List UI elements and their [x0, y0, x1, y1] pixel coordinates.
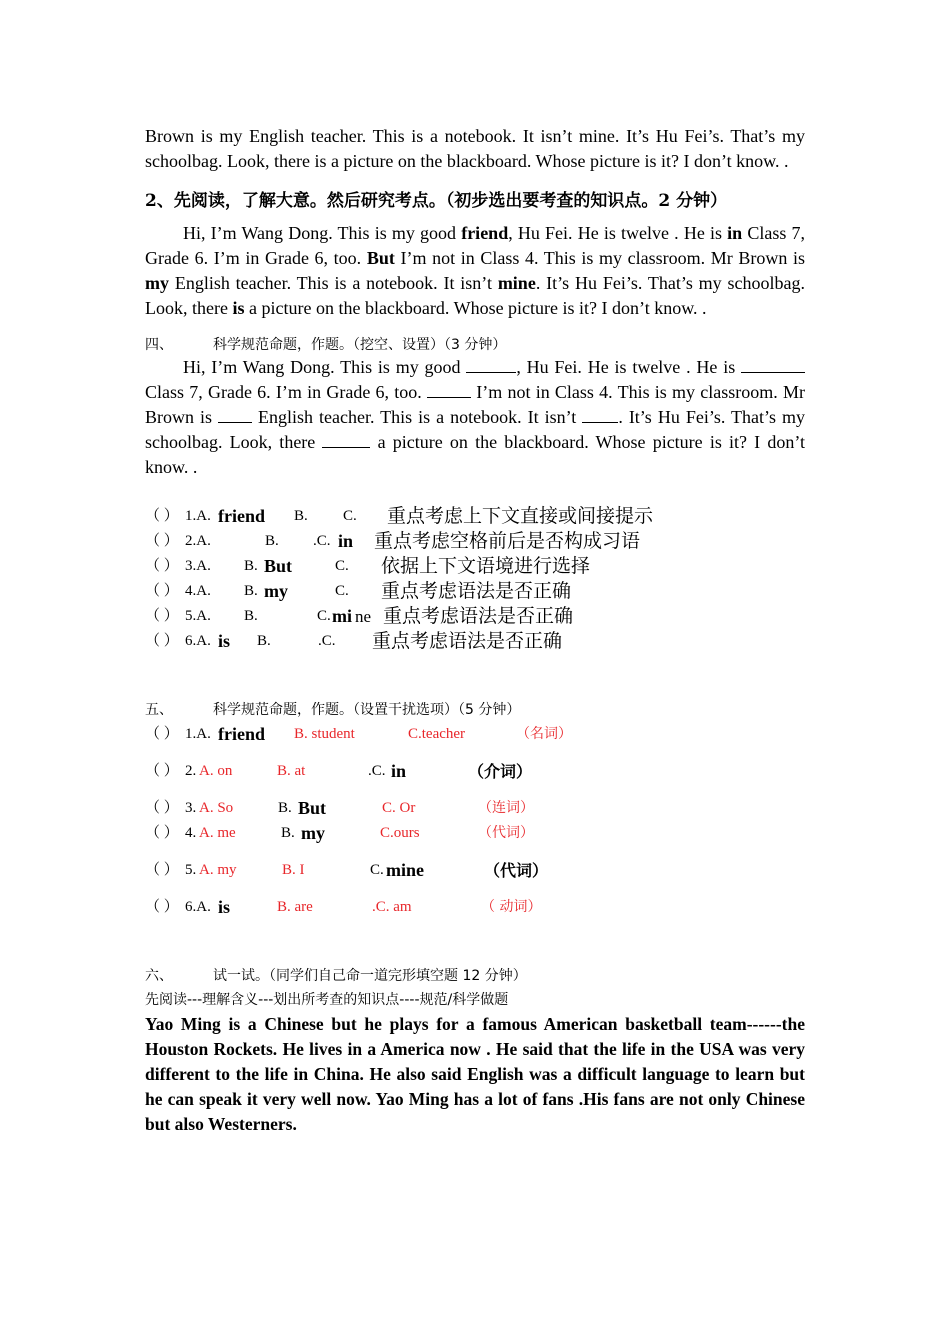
- s5-question-4: [145, 821, 805, 846]
- question-number: 2.: [185, 763, 197, 779]
- question-number: 5.: [185, 862, 197, 878]
- hint-text: 重点考虑上下文直接或间接提示: [387, 505, 654, 527]
- option-b: B.: [294, 508, 308, 524]
- hint-text: 重点考虑语法是否正确: [372, 630, 563, 652]
- answer-paren[interactable]: （ ）: [145, 633, 179, 649]
- section-title: 科学规范命题，作题。（挖空、设置）（3 分钟）: [213, 337, 507, 353]
- option-c: C.: [343, 508, 357, 524]
- option-b: B. I: [282, 862, 305, 878]
- option-c-answer: mi: [332, 606, 352, 626]
- question-number: 6.A.: [185, 899, 211, 915]
- blank-1[interactable]: [466, 356, 516, 373]
- option-b: my: [301, 823, 325, 843]
- option-b: B.: [244, 583, 258, 599]
- option-a: A. me: [199, 825, 236, 841]
- option-a: friend: [218, 506, 265, 526]
- answer-paren[interactable]: （ ）: [145, 508, 179, 524]
- answer-paren[interactable]: （ ）: [145, 608, 179, 624]
- passage-text: English teacher. This is a notebook. It isn’t: [169, 273, 498, 293]
- key-word: friend: [461, 223, 509, 243]
- option-b: B. at: [277, 763, 306, 779]
- option-b-answer: But: [264, 556, 293, 576]
- question-number: 4.: [185, 825, 197, 841]
- hint-text: 依据上下文语境进行选择: [381, 555, 591, 577]
- option-b: B.: [265, 533, 279, 549]
- passage-text: a picture on the blackboard. Whose picture is it? I don’t know. .: [145, 432, 805, 477]
- answer-paren[interactable]: （ ）: [145, 763, 179, 779]
- answer-paren[interactable]: （ ）: [145, 800, 179, 816]
- passage-text: Class 7, Grade 6. I’m in Grade 6, too.: [145, 223, 806, 268]
- option-b: B. are: [277, 899, 313, 915]
- section-number: 六、: [145, 968, 173, 984]
- option-c: .C.: [318, 633, 336, 649]
- hint-text: 重点考虑空格前后是否构成习语: [374, 530, 641, 552]
- key-word: in: [727, 223, 743, 243]
- section4-heading: [145, 335, 805, 355]
- answer-paren[interactable]: （ ）: [145, 825, 179, 841]
- key-word: my: [145, 273, 169, 293]
- word-category: （名词）: [516, 726, 572, 742]
- option-c: C.: [335, 583, 349, 599]
- option-a: A. my: [199, 862, 237, 878]
- section-number: 五、: [145, 702, 173, 718]
- question-number: 3.: [185, 800, 197, 816]
- question-number: 1.A.: [185, 508, 211, 524]
- question-number: 5.A.: [185, 608, 211, 624]
- hint-text: 重点考虑语法是否正确: [383, 605, 574, 627]
- passage-text: a picture on the blackboard. Whose picture is it? I don’t know. .: [244, 298, 707, 318]
- answer-paren[interactable]: （ ）: [145, 533, 179, 549]
- passage-text: . It’s Hu Fei’s. That’s my schoolbag. Look, there: [145, 407, 805, 452]
- blank-3[interactable]: [427, 381, 471, 398]
- section-title: 试一试。（同学们自己命一道完形填空题 12 分钟）: [213, 968, 527, 984]
- word-category: （ 动词）: [481, 899, 542, 915]
- answer-paren[interactable]: （ ）: [145, 726, 179, 742]
- option-b-answer: my: [264, 581, 288, 601]
- s4-question-2: [145, 529, 805, 554]
- blank-2[interactable]: [741, 356, 805, 373]
- passage-text: I’m not in Class 4. This is my classroom. Mr Brown is: [145, 382, 805, 427]
- s5-question-2: [145, 759, 805, 784]
- s4-question-1: [145, 504, 805, 529]
- option-c-label: C.: [370, 862, 384, 878]
- option-c: C.: [335, 558, 349, 574]
- s4-question-4: [145, 579, 805, 604]
- blank-4[interactable]: [218, 406, 252, 423]
- passage-text: Hi, I’m Wang Dong. This is my good: [183, 223, 462, 243]
- option-c-answer-tail: ne: [355, 607, 372, 626]
- passage-text: I’m not in Class 4. This is my classroom. Mr Brown is: [394, 248, 805, 268]
- option-a: is: [218, 897, 231, 917]
- option-c: C.: [317, 608, 331, 624]
- option-b-label: B.: [281, 825, 295, 841]
- blank-6[interactable]: [322, 431, 370, 448]
- option-c: .C. am: [372, 899, 412, 915]
- option-b-label: B.: [278, 800, 292, 816]
- answer-paren[interactable]: （ ）: [145, 899, 179, 915]
- question-number: 6.A.: [185, 633, 211, 649]
- section4-passage: [145, 355, 805, 480]
- s4-question-6: [145, 629, 805, 654]
- key-word: is: [232, 298, 245, 318]
- section2-passage: [145, 221, 805, 321]
- option-c-answer: in: [338, 531, 354, 551]
- option-a: A. So: [199, 800, 234, 816]
- answer-paren[interactable]: （ ）: [145, 583, 179, 599]
- answer-paren[interactable]: （ ）: [145, 862, 179, 878]
- s4-question-5: [145, 604, 805, 629]
- option-a: is: [218, 631, 231, 651]
- passage-text: , Hu Fei. He is twelve . He is: [508, 223, 728, 243]
- word-category: （介词）: [468, 762, 533, 781]
- section-title: 科学规范命题，作题。（设置干扰选项）（5 分钟）: [213, 702, 521, 718]
- section6-heading: [145, 966, 805, 986]
- intro-paragraph: Brown is my English teacher. This is a notebook. It isn’t mine. It’s Hu Fei’s. That’s my schoolbag. Look, there is a picture on the blackboard. Whose picture is it? I don’t know. .: [145, 126, 805, 171]
- question-number: 4.A.: [185, 583, 211, 599]
- option-b: B. student: [294, 726, 355, 742]
- option-c: C.ours: [380, 825, 420, 841]
- word-category: （代词）: [484, 861, 549, 880]
- s5-question-5: [145, 858, 805, 883]
- passage-text: Hi, I’m Wang Dong. This is my good: [183, 357, 467, 377]
- option-a: friend: [218, 724, 265, 744]
- option-c: .C.: [313, 533, 331, 549]
- option-b: B.: [244, 608, 258, 624]
- section2-heading: 2、先阅读，了解大意。然后研究考点。（初步选出要考查的知识点。2 分钟）: [145, 191, 728, 211]
- passage-text: , Hu Fei. He is twelve . He is: [516, 357, 742, 377]
- passage-text: English teacher. This is a notebook. It isn’t: [252, 407, 583, 427]
- question-number: 2.A.: [185, 533, 211, 549]
- hint-text: 重点考虑语法是否正确: [381, 580, 572, 602]
- section5-heading: [145, 700, 805, 720]
- option-c: C.teacher: [408, 726, 466, 742]
- section6-passage: Yao Ming is a Chinese but he plays for a famous American basketball team------the Houston Rockets. He lives in a America now . He said that the life in the USA was very different to the life in China. He also said English was a difficult language to learn but he can speak it very well now. Yao Ming has a lot of fans .His fans are not only Chinese but also Westerners.: [145, 1014, 805, 1134]
- question-number: 3.A.: [185, 558, 211, 574]
- option-c-label: .C.: [368, 763, 386, 779]
- option-c: in: [391, 761, 407, 781]
- s5-question-3: [145, 796, 805, 821]
- passage-text: . It’s Hu Fei’s. That’s my schoolbag. Look, there: [145, 273, 805, 318]
- s5-question-6: [145, 895, 805, 920]
- option-b: B.: [244, 558, 258, 574]
- document-page: [145, 124, 805, 1137]
- blank-5[interactable]: [582, 406, 618, 423]
- s5-question-1: [145, 722, 805, 747]
- section-number: 四、: [145, 337, 173, 353]
- word-category: （代词）: [478, 825, 534, 841]
- answer-paren[interactable]: （ ）: [145, 558, 179, 574]
- key-word: mine: [497, 273, 536, 293]
- option-c: mine: [386, 860, 424, 880]
- question-number: 1.A.: [185, 726, 211, 742]
- option-a: A. on: [199, 763, 233, 779]
- key-word: But: [366, 248, 395, 268]
- option-b: But: [298, 798, 327, 818]
- option-c: C. Or: [382, 800, 416, 816]
- s4-question-3: [145, 554, 805, 579]
- passage-text: Class 7, Grade 6. I’m in Grade 6, too.: [145, 382, 428, 402]
- section6-subheading: 先阅读---理解含义---划出所考查的知识点----规范/科学做题: [145, 992, 509, 1008]
- option-b: B.: [257, 633, 271, 649]
- word-category: （连词）: [478, 800, 534, 816]
